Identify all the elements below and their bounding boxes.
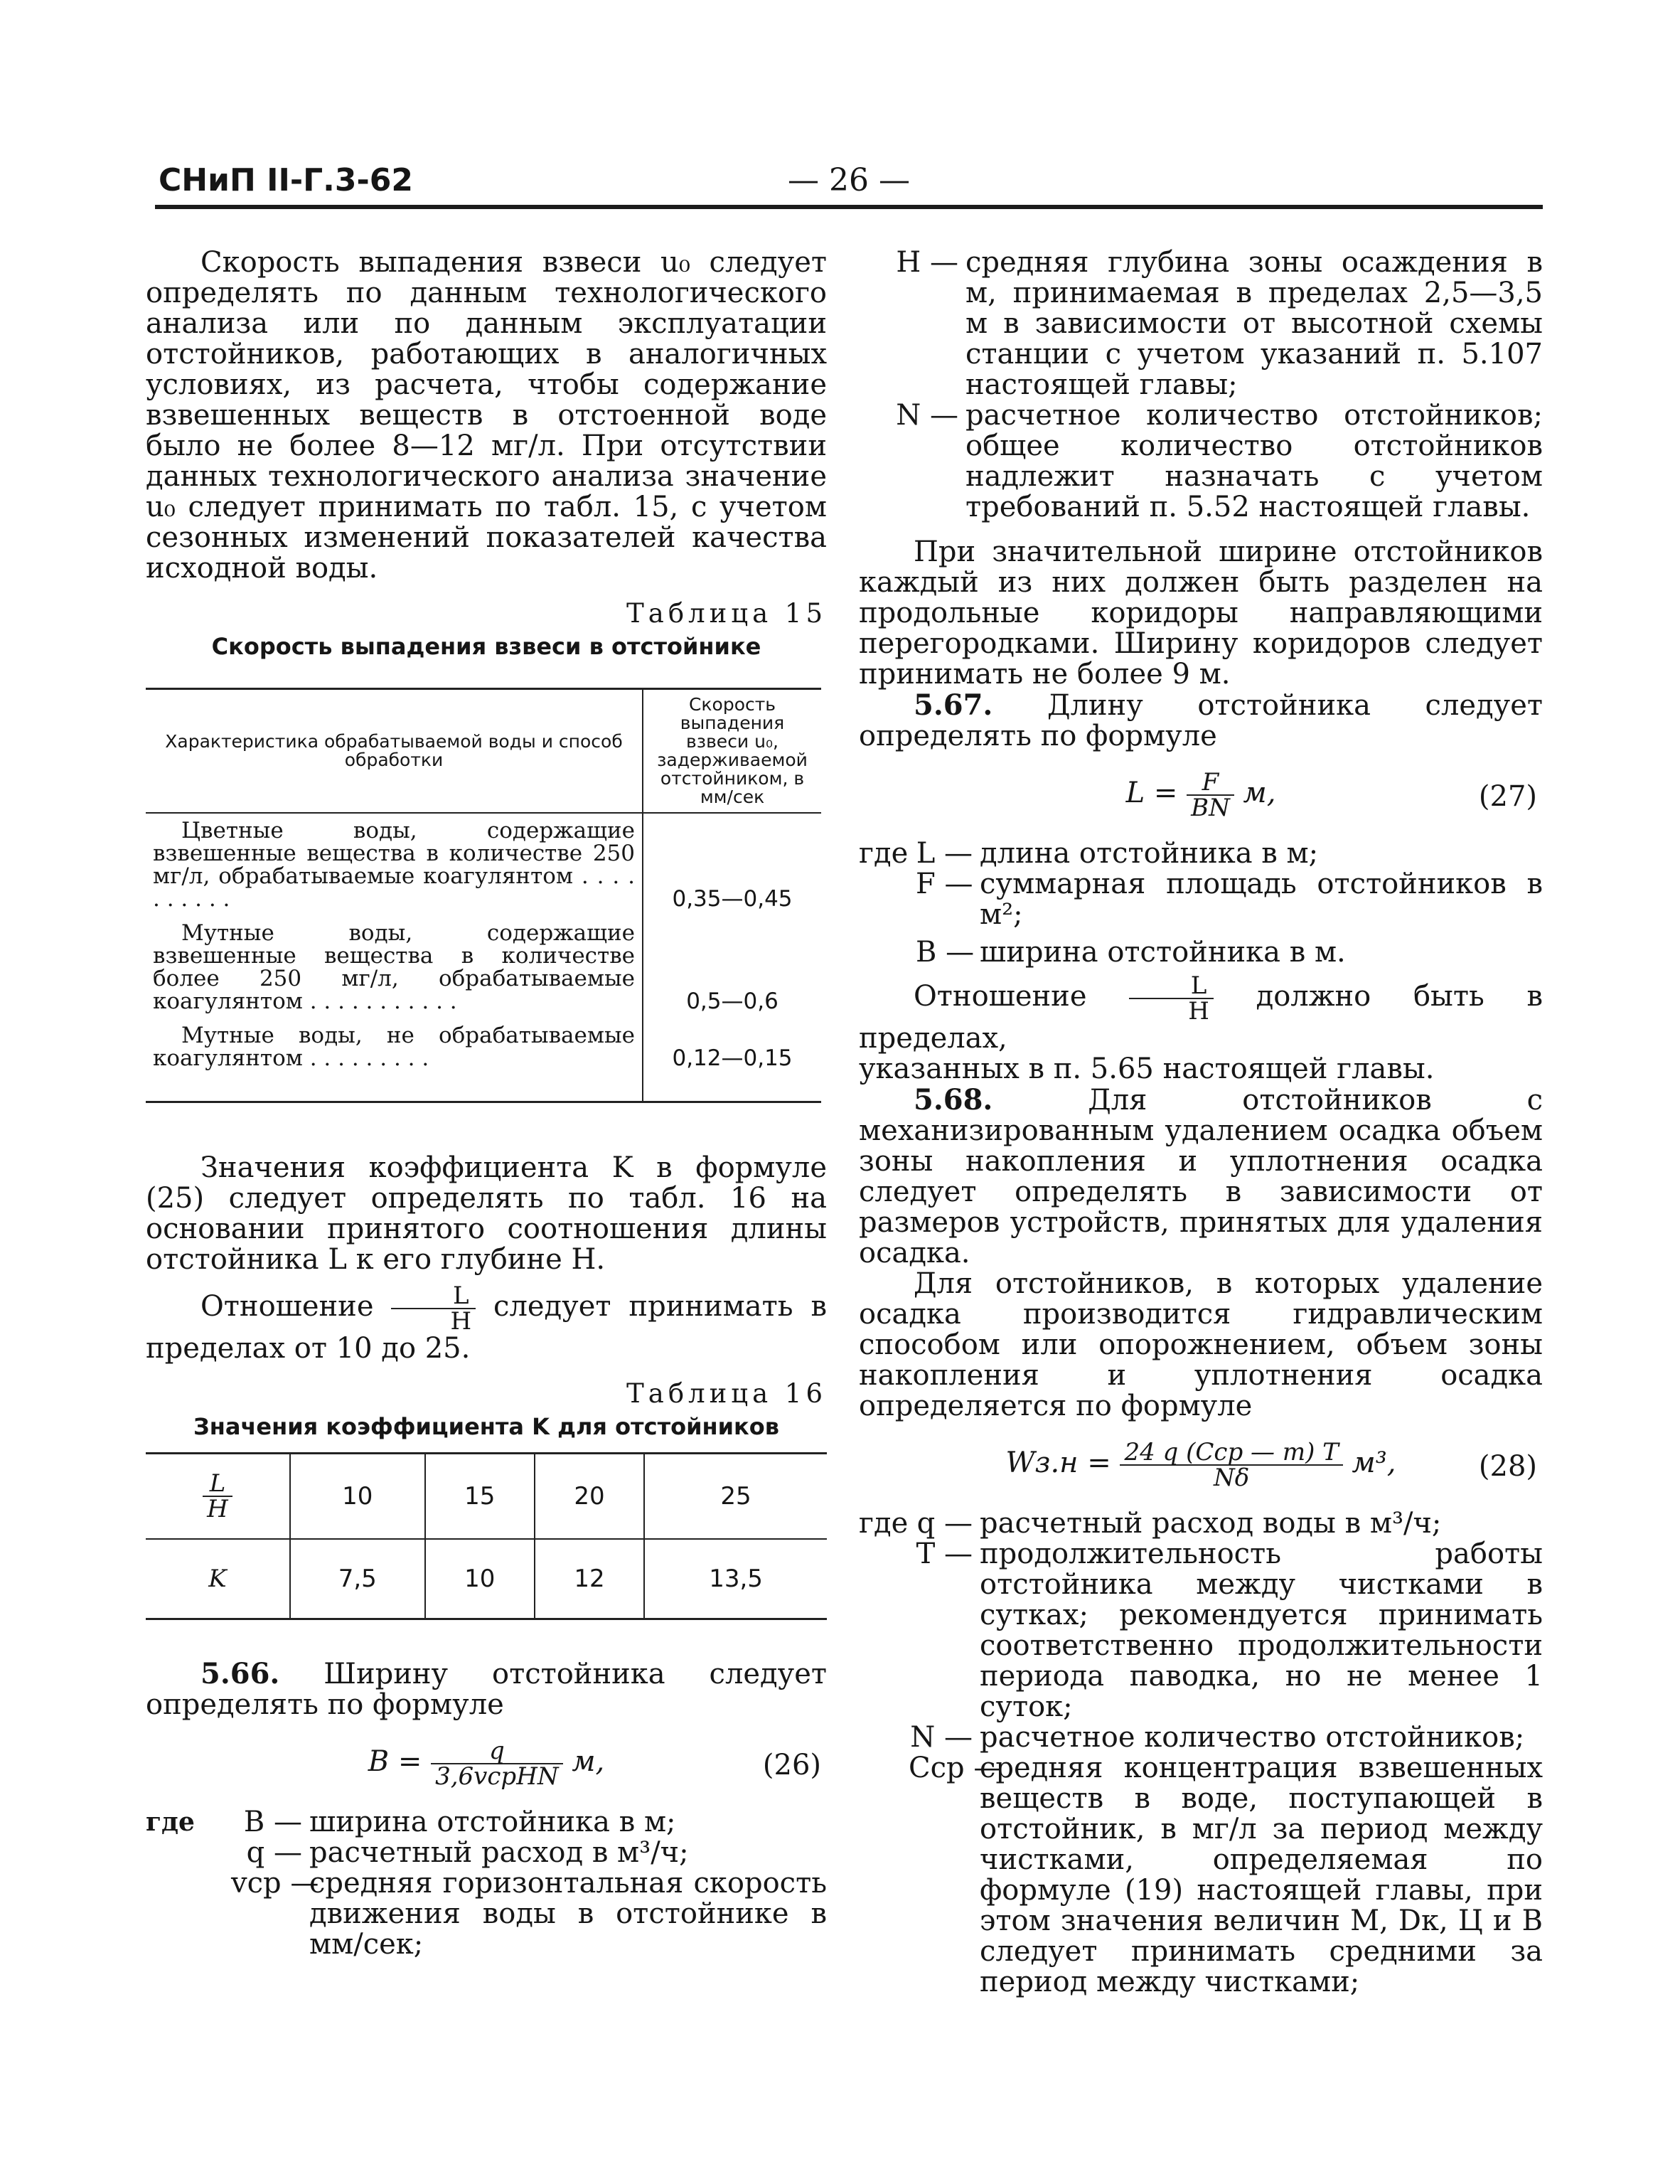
paragraph-ratio: Отношение $\frac{L}{H}$ должно быть в пределах,	[859, 971, 1543, 1055]
table-cell: 0,35—0,45	[672, 886, 793, 912]
table-cell: 10	[290, 1454, 425, 1540]
definitions-28	[859, 1508, 1543, 1998]
fraction-l-over-h: $\frac{L}{H}$	[203, 1471, 232, 1521]
formula-27	[859, 763, 1543, 831]
section-number: 5.66.	[200, 1657, 280, 1690]
table-cell: Цветные воды, содержащие взвешенные вещества в количестве 250 мг/л, обрабатываемые коагулянтом . . . . . . . . . .	[146, 813, 643, 916]
table-cell: 25	[644, 1454, 827, 1540]
paragraph-ratio-cont: указанных в п. 5.65 настоящей главы.	[859, 1053, 1435, 1085]
formula-28	[859, 1433, 1543, 1501]
definition-item: N — расчетное количество отстойников;	[910, 1721, 1525, 1754]
table-row	[146, 1539, 827, 1619]
definitions-27	[859, 838, 1543, 968]
page-number: — 26 —	[788, 162, 910, 198]
table-cell-l-over-h	[146, 1454, 290, 1540]
section-5-66	[146, 1658, 827, 1720]
table-cell: 10	[425, 1539, 535, 1619]
section-5-67	[859, 690, 1543, 752]
paragraph-corridors: При значительной ширине отстойников каждый из них должен быть разделен на продольные коридоры направляющими перегородками. Ширину коридоров следует принимать не более 9 м.	[859, 536, 1543, 691]
definitions-continued	[859, 247, 1543, 523]
table-row	[146, 916, 821, 1018]
section-text: Для отстойников с механизированным удалением осадка объем зоны накопления и уплотнения осадка следует определять в зависимости от размеров устройств, принятых для удаления осадка.	[859, 1084, 1543, 1269]
definition-item: где B — ширина отстойника в м;	[146, 1806, 676, 1838]
table-16-title: Значения коэффициента K для отстойников	[193, 1413, 779, 1440]
definition-item: vср — средняя горизонтальная скорость движения воды в отстойнике в мм/сек;	[231, 1867, 827, 1961]
definition-item: T — продолжительность работы отстойника между чистками в сутках; рекомендуется принимать соответственно продолжительности периода паводка, но не менее 1 суток;	[916, 1538, 1543, 1723]
formula-unit: м,	[572, 1745, 605, 1778]
left-column	[146, 247, 827, 1960]
table-15-header-velocity: Скорость выпадения взвеси u₀, задерживаемой отстойником, в мм/сек	[643, 689, 821, 814]
table-16-number: Таблица 16	[626, 1378, 827, 1409]
paragraph-ratio-range	[146, 1284, 827, 1364]
formula-unit: м³,	[1352, 1447, 1396, 1479]
table-15-header-description: Характеристика обрабатываемой воды и способ обработки	[146, 689, 643, 814]
paragraph-settling-velocity: Скорость выпадения взвеси u₀ следует определять по данным технологического анализа или по данным эксплуатации отстойников, работающих в аналогичных условиях, из расчета, чтобы содержание взвешенных веществ в отстоенной воде было не более 8—12 мг/л. При отсутствии данных технологического анализа значение u₀ следует принимать по табл. 15, с учетом сезонных изменений показателей качества исходной воды.	[146, 246, 827, 585]
section-text: Ширину отстойника следует определять по формуле	[146, 1658, 828, 1721]
table-cell: 0,12—0,15	[643, 1018, 821, 1102]
table-cell: 15	[425, 1454, 535, 1540]
table-row	[146, 1454, 827, 1540]
right-column	[859, 247, 1543, 1998]
formula-number: (27)	[1478, 780, 1537, 813]
table-cell: Мутные воды, не обрабатываемые коагулянтом . . . . . . . . .	[146, 1018, 643, 1102]
where-label: где	[146, 1807, 195, 1837]
definition-item: H — средняя глубина зоны осаждения в м, принимаемая в пределах 2,5—3,5 м в зависимости от высотной схемы станции с учетом указаний п. 5.107 настоящей главы;	[896, 246, 1543, 401]
definition-item: B — ширина отстойника в м.	[916, 936, 1346, 969]
formula-unit: м,	[1243, 777, 1276, 809]
paragraph-coefficient-k: Значения коэффициента K в формуле (25) следует определять по табл. 16 на основании принятого соотношения длины отстойника L к его глубине H.	[146, 1151, 827, 1276]
table-row	[146, 813, 821, 916]
table-16	[146, 1452, 827, 1620]
section-5-68	[859, 1085, 1543, 1269]
where-label: где	[859, 1507, 909, 1540]
table-cell: 13,5	[644, 1539, 827, 1619]
table-cell: 12	[535, 1539, 644, 1619]
definition-item: q — расчетный расход в м³/ч;	[246, 1836, 689, 1869]
definitions-26	[146, 1807, 827, 1960]
fraction-l-over-h: $\frac{L}{H}$	[391, 1284, 476, 1333]
formula-lhs: L =	[1125, 777, 1178, 809]
formula-lhs: Wз.н =	[1005, 1447, 1111, 1479]
table-cell-k: K	[146, 1539, 290, 1619]
section-number: 5.68.	[914, 1083, 993, 1117]
table-15-title: Скорость выпадения взвеси в отстойнике	[211, 633, 761, 660]
formula-lhs: B =	[368, 1745, 422, 1778]
formula-fraction: $\frac{F}{BN}$	[1187, 770, 1234, 820]
document-code: СНиП II-Г.3-62	[159, 162, 413, 198]
table-cell: 7,5	[290, 1539, 425, 1619]
definition-item: F — суммарная площадь отстойников в м²;	[916, 868, 1543, 931]
table-15	[146, 688, 821, 1103]
formula-fraction: $\frac{\text{24 q (Cср — m) T}}{N\delta}$	[1120, 1440, 1342, 1490]
section-text: Длину отстойника следует определять по формуле	[859, 689, 1543, 752]
table-cell: Мутные воды, содержащие взвешенные вещества в количестве более 250 мг/л, обрабатываемые коагулянтом . . . . . . . . . . .	[146, 916, 643, 1018]
formula-number: (26)	[762, 1749, 821, 1781]
formula-number: (28)	[1478, 1450, 1537, 1483]
fraction-l-over-h: $\frac{L}{H}$	[1129, 974, 1214, 1023]
paragraph-hydraulic: Для отстойников, в которых удаление осадка производится гидравлическим способом или опорожнением, объем зоны накопления и уплотнения осадка определяется по формуле	[859, 1267, 1543, 1422]
header-rule	[155, 205, 1543, 209]
table-cell: 0,5—0,6	[686, 989, 779, 1014]
definition-item: Cср — средняя концентрация взвешенных веществ в воде, поступающей в отстойник, в мг/л за период между чистками, определяемая по формуле (19) настоящей главы, при этом значения величин M, Dк, Ц и B следует принимать средними за период между чистками;	[909, 1752, 1543, 1998]
formula-fraction: $\frac{q}{\text{3,6vсрHN}}$	[431, 1739, 563, 1789]
table-row	[146, 1018, 821, 1102]
table-cell: 20	[535, 1454, 644, 1540]
ratio-label: Отношение	[200, 1290, 374, 1323]
definition-item: где L — длина отстойника в м;	[859, 837, 1319, 870]
table-15-number: Таблица 15	[626, 598, 827, 629]
section-number: 5.67.	[914, 688, 993, 722]
ratio-text: следует принимать в пределах от 10 до 25.	[146, 1290, 827, 1365]
definition-item: где q — расчетный расход воды в м³/ч;	[859, 1507, 1442, 1540]
formula-26	[146, 1732, 827, 1800]
definition-item: N — расчетное количество отстойников; общее количество отстойников надлежит назначать с учетом требований п. 5.52 настоящей главы.	[896, 399, 1543, 523]
where-label: где	[859, 837, 909, 870]
